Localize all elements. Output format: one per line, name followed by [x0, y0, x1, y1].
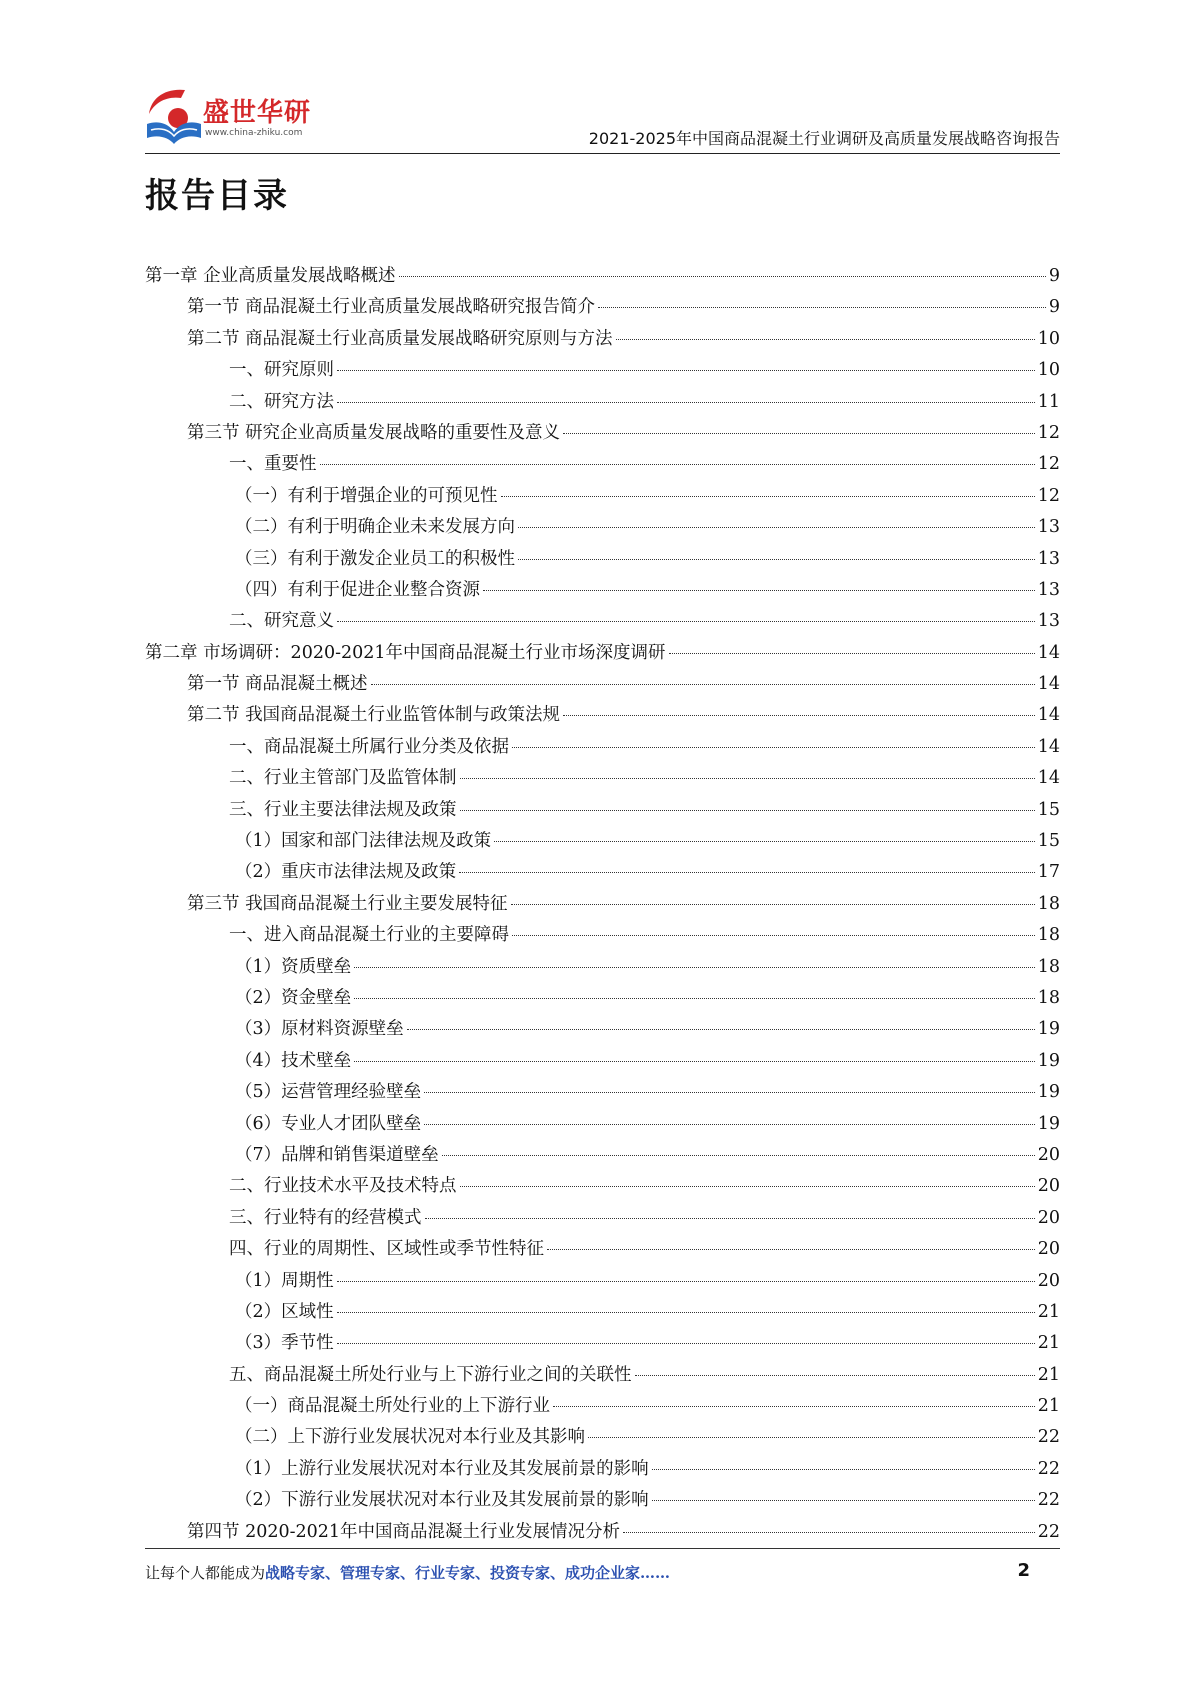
toc-entry-label: 一、商品混凝土所属行业分类及依据 — [229, 736, 509, 757]
toc-entry[interactable] — [145, 1423, 1060, 1454]
toc-entry[interactable] — [145, 953, 1060, 984]
page-number: 2 — [1017, 1560, 1030, 1581]
toc-entry[interactable] — [145, 890, 1060, 921]
toc-entry-page: 22 — [1037, 1490, 1060, 1511]
toc-entry-label: （二）上下游行业发展状况对本行业及其影响 — [235, 1427, 585, 1448]
toc-entry[interactable] — [145, 639, 1060, 670]
toc-entry-page: 20 — [1037, 1176, 1060, 1197]
toc-entry[interactable] — [145, 1298, 1060, 1329]
toc-dot-leader — [483, 590, 1035, 591]
toc-entry-page: 18 — [1037, 956, 1060, 977]
toc-entry-page: 19 — [1037, 1082, 1060, 1103]
toc-entry-label: （3）季节性 — [235, 1333, 334, 1354]
toc-entry-page: 9 — [1048, 266, 1060, 286]
toc-entry-page: 20 — [1037, 1270, 1060, 1291]
toc-dot-leader — [424, 1124, 1035, 1125]
toc-entry-page: 12 — [1037, 454, 1060, 475]
toc-entry[interactable] — [145, 1361, 1060, 1392]
toc-entry-label: （一）有利于增强企业的可预见性 — [235, 485, 498, 506]
toc-entry-page: 13 — [1037, 579, 1060, 600]
toc-dot-leader — [563, 715, 1035, 716]
toc-dot-leader — [425, 1218, 1035, 1219]
toc-entry[interactable] — [145, 607, 1060, 638]
toc-entry-page: 9 — [1048, 297, 1060, 318]
report-title: 2021-2025年中国商品混凝土行业调研及高质量发展战略咨询报告 — [588, 129, 1060, 148]
footer-divider — [145, 1548, 1060, 1549]
toc-entry[interactable] — [145, 1015, 1060, 1046]
toc-dot-leader — [553, 1406, 1035, 1407]
toc-dot-leader — [652, 1469, 1035, 1470]
toc-dot-leader — [460, 778, 1035, 779]
toc-entry-page: 12 — [1037, 485, 1060, 506]
toc-dot-leader — [337, 1281, 1035, 1282]
toc-entry[interactable] — [145, 419, 1060, 450]
toc-entry-page: 22 — [1037, 1427, 1060, 1448]
toc-entry-label: 三、行业特有的经营模式 — [229, 1207, 422, 1228]
toc-entry-label: （2）重庆市法律法规及政策 — [235, 862, 457, 883]
toc-entry-page: 21 — [1037, 1301, 1060, 1322]
page-footer — [145, 1548, 1060, 1582]
toc-dot-leader — [460, 810, 1035, 811]
toc-entry[interactable] — [145, 827, 1060, 858]
toc-entry[interactable] — [145, 858, 1060, 889]
header-divider — [145, 153, 1060, 154]
toc-entry-label: （一）商品混凝土所处行业的上下游行业 — [235, 1396, 550, 1417]
toc-entry-page: 22 — [1037, 1458, 1060, 1479]
toc-entry[interactable] — [145, 1047, 1060, 1078]
toc-entry[interactable] — [145, 1078, 1060, 1109]
toc-entry-page: 13 — [1037, 548, 1060, 569]
toc-dot-leader — [598, 307, 1046, 308]
toc-entry[interactable] — [145, 796, 1060, 827]
toc-dot-leader — [616, 339, 1035, 340]
toc-entry[interactable] — [145, 984, 1060, 1015]
toc-dot-leader — [371, 684, 1035, 685]
toc-dot-leader — [563, 433, 1035, 434]
logo-url: www.china-zhiku.com — [205, 128, 303, 138]
toc-dot-leader — [442, 1155, 1035, 1156]
toc-entry-label: 第二章 市场调研：2020-2021年中国商品混凝土行业市场深度调研 — [145, 642, 666, 663]
toc-dot-leader — [320, 464, 1035, 465]
toc-entry-label: 四、行业的周期性、区域性或季节性特征 — [229, 1239, 544, 1260]
company-logo — [145, 84, 315, 150]
footer-slogan-highlight: 战略专家、管理专家、行业专家、投资专家、成功企业家…… — [265, 1564, 671, 1582]
toc-dot-leader — [354, 998, 1035, 999]
toc-entry-page: 14 — [1037, 736, 1060, 757]
toc-entry[interactable] — [145, 733, 1060, 764]
logo-book-icon — [145, 84, 203, 148]
toc-entry[interactable] — [145, 1518, 1060, 1549]
toc-entry[interactable] — [145, 1172, 1060, 1203]
toc-entry-page: 21 — [1037, 1333, 1060, 1354]
toc-dot-leader — [635, 1375, 1035, 1376]
toc-dot-leader — [652, 1500, 1035, 1501]
toc-entry-label: （1）国家和部门法律法规及政策 — [235, 831, 492, 852]
toc-entry[interactable] — [145, 921, 1060, 952]
toc-entry[interactable] — [145, 545, 1060, 576]
toc-entry-page: 10 — [1037, 360, 1060, 381]
footer-slogan-prefix: 让每个人都能成为 — [145, 1564, 266, 1582]
toc-entry[interactable] — [145, 450, 1060, 481]
toc-entry-label: （四）有利于促进企业整合资源 — [235, 579, 480, 600]
toc-entry-page: 13 — [1037, 517, 1060, 538]
toc-entry[interactable] — [145, 325, 1060, 356]
toc-entry-page: 17 — [1037, 862, 1060, 883]
page-header — [145, 78, 1060, 156]
toc-entry-page: 20 — [1037, 1207, 1060, 1228]
toc-dot-leader — [669, 653, 1035, 654]
toc-entry-page: 18 — [1037, 925, 1060, 946]
toc-entry-label: 第一章 企业高质量发展战略概述 — [145, 266, 396, 286]
toc-entry-label: 第一节 商品混凝土概述 — [187, 674, 368, 695]
toc-entry[interactable] — [145, 670, 1060, 701]
logo-name: 盛世华研 — [203, 98, 312, 128]
toc-entry-label: 三、行业主要法律法规及政策 — [229, 799, 457, 820]
toc-entry-label: （三）有利于激发企业员工的积极性 — [235, 548, 515, 569]
toc-entry[interactable] — [145, 356, 1060, 387]
toc-entry-label: 二、研究方法 — [229, 391, 334, 412]
toc-entry-label: （二）有利于明确企业未来发展方向 — [235, 517, 515, 538]
toc-entry-page: 10 — [1037, 328, 1060, 349]
toc-entry-page: 15 — [1037, 799, 1060, 820]
toc-entry-page: 18 — [1037, 893, 1060, 914]
toc-entry-label: 一、研究原则 — [229, 360, 334, 381]
toc-entry[interactable] — [145, 1110, 1060, 1141]
toc-entry[interactable] — [145, 1486, 1060, 1517]
toc-dot-leader — [588, 1437, 1035, 1438]
toc-dot-leader — [623, 1532, 1035, 1533]
toc-entry-label: （2）区域性 — [235, 1301, 334, 1322]
toc-dot-leader — [337, 621, 1035, 622]
toc-entry[interactable] — [145, 1329, 1060, 1360]
toc-entry-label: （2）资金壁垒 — [235, 987, 352, 1008]
toc-dot-leader — [459, 872, 1035, 873]
toc-dot-leader — [354, 1061, 1035, 1062]
toc-entry[interactable] — [145, 1392, 1060, 1423]
toc-entry-page: 14 — [1037, 642, 1060, 663]
toc-entry-label: 二、行业技术水平及技术特点 — [229, 1176, 457, 1197]
toc-entry[interactable] — [145, 293, 1060, 324]
toc-entry-label: （5）运营管理经验壁垒 — [235, 1082, 422, 1103]
table-of-contents — [145, 262, 1060, 1549]
toc-entry-page: 14 — [1037, 674, 1060, 695]
toc-entry-label: （3）原材料资源壁垒 — [235, 1019, 404, 1040]
toc-entry[interactable] — [145, 764, 1060, 795]
toc-entry-page: 13 — [1037, 611, 1060, 632]
toc-dot-leader — [337, 1312, 1035, 1313]
toc-entry-label: （4）技术壁垒 — [235, 1050, 352, 1071]
toc-dot-leader — [511, 904, 1035, 905]
toc-entry[interactable] — [145, 1204, 1060, 1235]
toc-entry-label: 第四节 2020-2021年中国商品混凝土行业发展情况分析 — [187, 1521, 621, 1542]
toc-entry[interactable] — [145, 1141, 1060, 1172]
toc-entry[interactable] — [145, 576, 1060, 607]
toc-entry-page: 12 — [1037, 422, 1060, 443]
toc-entry[interactable] — [145, 1455, 1060, 1486]
toc-dot-leader — [424, 1092, 1035, 1093]
toc-entry-page: 21 — [1037, 1396, 1060, 1417]
toc-entry-page: 14 — [1037, 705, 1060, 726]
toc-entry-label: （1）上游行业发展状况对本行业及其发展前景的影响 — [235, 1458, 649, 1479]
toc-entry[interactable] — [145, 1267, 1060, 1298]
toc-dot-leader — [501, 496, 1035, 497]
footer-slogan — [145, 1562, 670, 1583]
toc-dot-leader — [518, 527, 1035, 528]
toc-entry-label: 第三节 研究企业高质量发展战略的重要性及意义 — [187, 422, 561, 443]
toc-entry-label: 二、行业主管部门及监管体制 — [229, 768, 457, 789]
toc-entry-label: 一、进入商品混凝土行业的主要障碍 — [229, 925, 509, 946]
toc-entry-page: 20 — [1037, 1144, 1060, 1165]
toc-dot-leader — [337, 402, 1035, 403]
toc-dot-leader — [399, 276, 1046, 277]
toc-entry-page: 14 — [1037, 768, 1060, 789]
toc-dot-leader — [337, 370, 1035, 371]
toc-entry-label: 第三节 我国商品混凝土行业主要发展特征 — [187, 893, 508, 914]
toc-entry-page: 21 — [1037, 1364, 1060, 1385]
toc-entry-label: 二、研究意义 — [229, 611, 334, 632]
toc-dot-leader — [518, 559, 1035, 560]
toc-entry-page: 18 — [1037, 987, 1060, 1008]
toc-dot-leader — [354, 967, 1035, 968]
toc-entry-label: 一、重要性 — [229, 454, 317, 475]
toc-entry-label: （6）专业人才团队壁垒 — [235, 1113, 422, 1134]
toc-dot-leader — [337, 1343, 1035, 1344]
toc-dot-leader — [547, 1249, 1035, 1250]
toc-entry[interactable] — [145, 482, 1060, 513]
toc-entry-label: 第一节 商品混凝土行业高质量发展战略研究报告简介 — [187, 297, 596, 318]
toc-entry-page: 20 — [1037, 1239, 1060, 1260]
toc-entry-page: 11 — [1037, 391, 1060, 412]
toc-entry-label: 第二节 商品混凝土行业高质量发展战略研究原则与方法 — [187, 328, 613, 349]
toc-entry-page: 19 — [1037, 1019, 1060, 1040]
toc-entry-label: （7）品牌和销售渠道壁垒 — [235, 1144, 439, 1165]
toc-entry[interactable] — [145, 1235, 1060, 1266]
toc-entry-label: （1）资质壁垒 — [235, 956, 352, 977]
page-title: 报告目录 — [145, 176, 289, 216]
toc-entry-page: 22 — [1037, 1521, 1060, 1542]
toc-entry-label: 五、商品混凝土所处行业与上下游行业之间的关联性 — [229, 1364, 632, 1385]
toc-dot-leader — [512, 935, 1035, 936]
toc-entry[interactable] — [145, 388, 1060, 419]
toc-dot-leader — [512, 747, 1035, 748]
toc-entry-label: （2）下游行业发展状况对本行业及其发展前景的影响 — [235, 1490, 649, 1511]
toc-entry-label: 第二节 我国商品混凝土行业监管体制与政策法规 — [187, 705, 561, 726]
toc-entry-label: （1）周期性 — [235, 1270, 334, 1291]
toc-entry[interactable] — [145, 701, 1060, 732]
toc-entry-page: 19 — [1037, 1113, 1060, 1134]
toc-entry-page: 19 — [1037, 1050, 1060, 1071]
toc-dot-leader — [460, 1186, 1035, 1187]
toc-entry-page: 15 — [1037, 831, 1060, 852]
toc-dot-leader — [407, 1029, 1035, 1030]
toc-entry[interactable] — [145, 262, 1060, 293]
toc-entry[interactable] — [145, 513, 1060, 544]
toc-dot-leader — [494, 841, 1035, 842]
